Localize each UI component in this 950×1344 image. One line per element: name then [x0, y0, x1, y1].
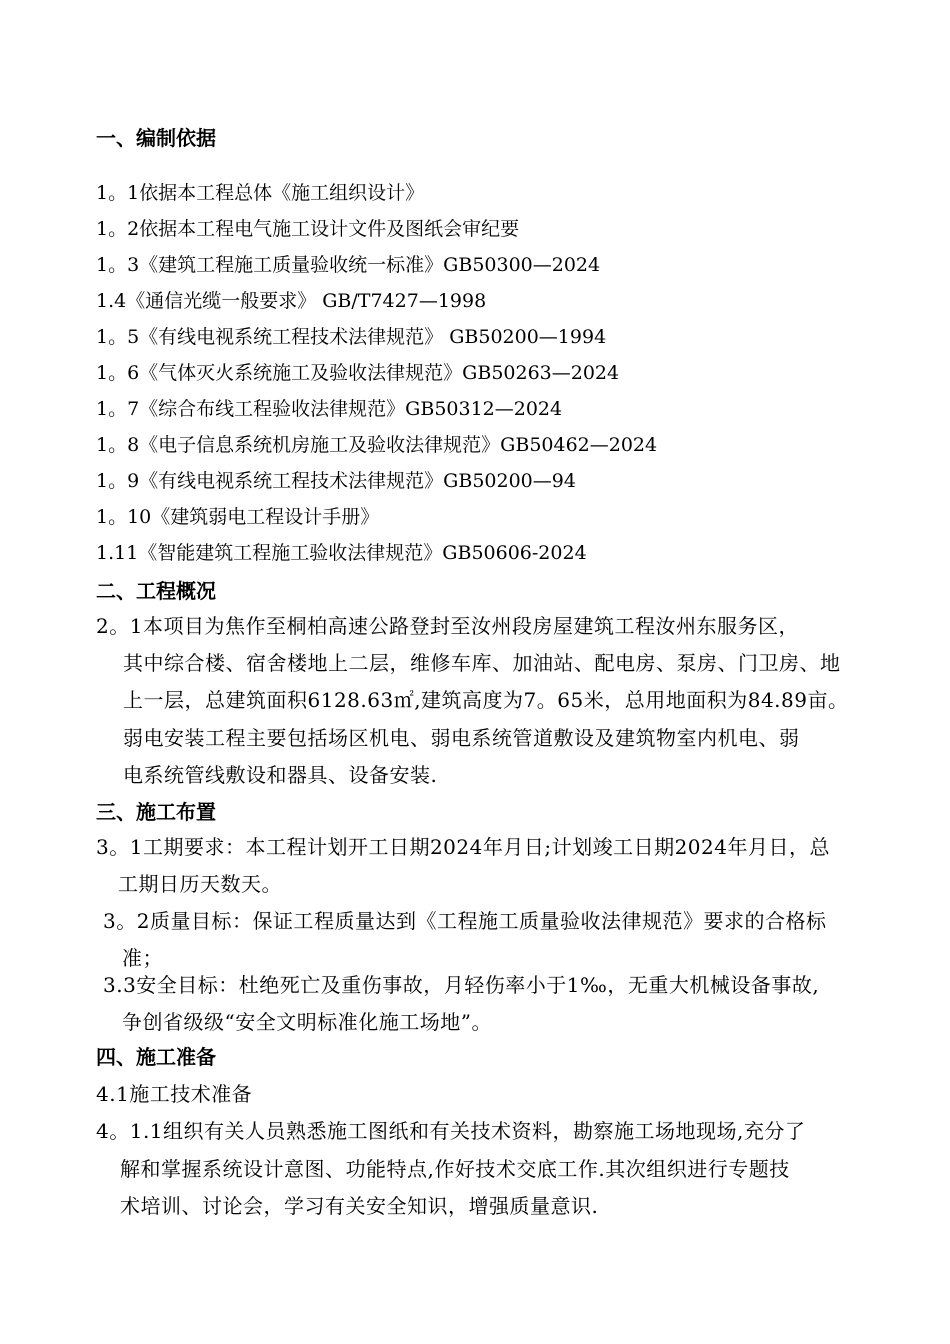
section-heading-layout: 三、施工布置	[96, 800, 216, 824]
section-heading-preparation: 四、施工准备	[96, 1045, 216, 1069]
basis-item-2: 1。2依据本工程电气施工设计文件及图纸会审纪要	[96, 218, 520, 240]
schedule-line-1: 3。1工期要求：本工程计划开工日期2024年月日;计划竣工日期2024年月日，总	[96, 835, 830, 859]
section-heading-basis: 一、编制依据	[96, 126, 216, 150]
overview-line-2: 其中综合楼、宿舍楼地上二层，维修车库、加油站、配电房、泵房、门卫房、地	[123, 651, 841, 675]
quality-line-2: 准；	[122, 946, 163, 970]
basis-item-6: 1。6《气体灭火系统施工及验收法律规范》GB50263—2024	[96, 362, 620, 384]
basis-item-10: 1。10《建筑弱电工程设计手册》	[96, 506, 380, 528]
overview-line-4: 弱电安装工程主要包括场区机电、弱电系统管道敷设及建筑物室内机电、弱	[123, 726, 800, 750]
basis-item-11: 1.11《智能建筑工程施工验收法律规范》GB50606-2024	[96, 542, 587, 564]
basis-item-9: 1。9《有线电视系统工程技术法律规范》GB50200—94	[96, 470, 576, 492]
overview-line-5: 电系统管线敷设和器具、设备安装.	[123, 763, 438, 787]
basis-item-3: 1。3《建筑工程施工质量验收统一标准》GB50300—2024	[96, 254, 601, 276]
tech-prep-line-1: 4。1.1组织有关人员熟悉施工图纸和有关技术资料，勘察施工场地现场,充分了	[96, 1119, 806, 1143]
basis-item-1: 1。1依据本工程总体《施工组织设计》	[96, 182, 425, 204]
overview-line-1: 2。1本项目为焦作至桐柏高速公路登封至汝州段房屋建筑工程汝州东服务区，	[96, 614, 799, 638]
section-heading-overview: 二、工程概况	[96, 579, 216, 603]
schedule-line-2: 工期日历天数天。	[118, 872, 282, 896]
safety-line-1: 3.3安全目标：杜绝死亡及重伤事故，月轻伤率小于1‰，无重大机械设备事故,	[103, 973, 820, 997]
quality-line-1: 3。2质量目标：保证工程质量达到《工程施工质量验收法律规范》要求的合格标	[103, 909, 827, 933]
safety-line-2: 争创省级级“安全文明标准化施工场地”。	[122, 1010, 492, 1034]
tech-prep-line-2: 解和掌握系统设计意图、功能特点,作好技术交底工作.其次组织进行专题技	[120, 1157, 790, 1181]
overview-line-3: 上一层，总建筑面积6128.63㎡,建筑高度为7。65米，总用地面积为84.89亩。	[123, 688, 849, 712]
basis-item-5: 1。5《有线电视系统工程技术法律规范》 GB50200—1994	[96, 326, 607, 348]
tech-prep-line-3: 术培训、讨论会，学习有关安全知识，增强质量意识.	[120, 1194, 599, 1218]
basis-item-7: 1。7《综合布线工程验收法律规范》GB50312—2024	[96, 398, 563, 420]
basis-item-4: 1.4《通信光缆一般要求》 GB/T7427—1998	[96, 290, 487, 312]
basis-item-8: 1。8《电子信息系统机房施工及验收法律规范》GB50462—2024	[96, 434, 658, 456]
tech-prep-subtitle: 4.1施工技术准备	[96, 1082, 253, 1106]
